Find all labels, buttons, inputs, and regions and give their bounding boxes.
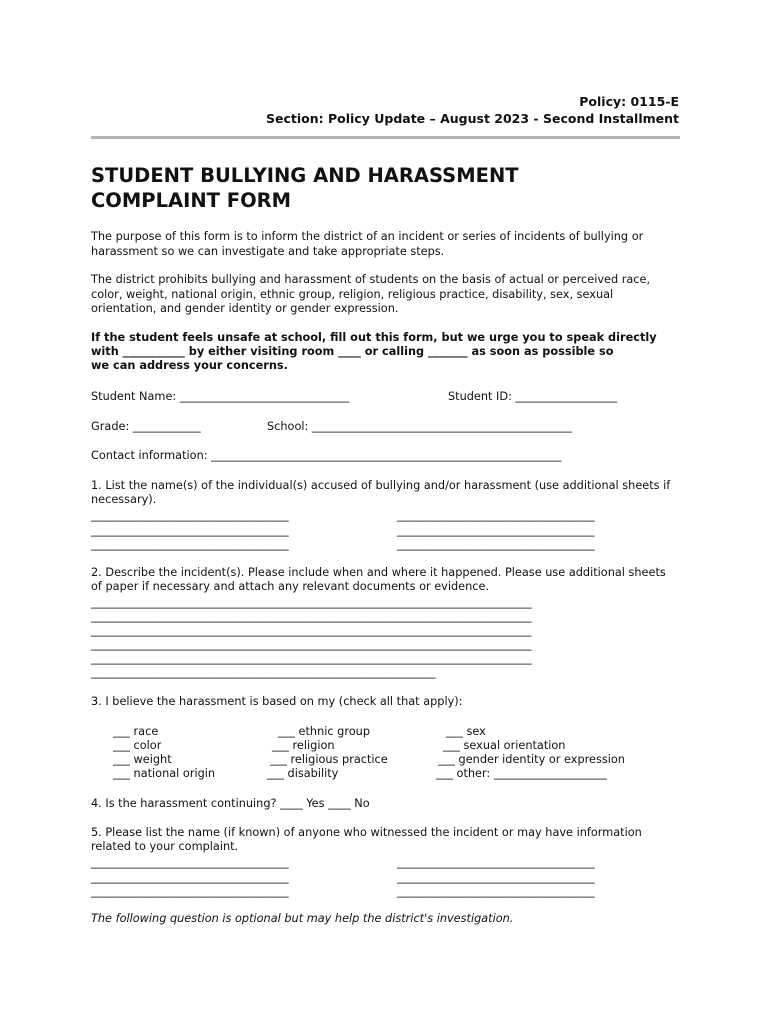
incident-description-blank[interactable]: ______________________________________________________________________________	[91, 624, 532, 637]
accused-name-blank[interactable]: ___________________________________	[397, 538, 595, 551]
question-2-line-2: of paper if necessary and attach any relevant documents or evidence.	[91, 580, 490, 593]
page-title	[91, 163, 651, 213]
question-2-line-1: 2. Describe the incident(s). Please include when and where it happened. Please use additional sheets	[91, 566, 666, 579]
witness-name-blank[interactable]: ___________________________________	[397, 885, 595, 898]
unsafe-notice-line-3: we can address your concerns.	[91, 359, 288, 372]
title-line-2: COMPLAINT FORM	[91, 189, 292, 212]
unsafe-notice-line-1: If the student feels unsafe at school, fill out this form, but we urge you to speak directly	[91, 331, 657, 344]
policy-section: Section: Policy Update – August 2023 - Second Installment	[266, 111, 679, 126]
school-field[interactable]: School: ______________________________________________	[267, 420, 572, 433]
question-1-line-2: necessary).	[91, 493, 157, 506]
document-header	[266, 93, 679, 127]
checkbox-ethnic-group[interactable]: ___ ethnic group	[278, 725, 370, 738]
accused-name-blank[interactable]: ___________________________________	[397, 524, 595, 537]
unsafe-notice-line-2: with ___________ by either visiting room ____ or calling _______ as soon as possible so	[91, 345, 614, 358]
checkbox-disability[interactable]: ___ disability	[267, 767, 339, 780]
incident-description-blank[interactable]: ______________________________________________________________________________	[91, 638, 532, 651]
witness-name-blank[interactable]: ___________________________________	[91, 871, 289, 884]
witness-name-blank[interactable]: ___________________________________	[397, 871, 595, 884]
question-5-line-2: related to your complaint.	[91, 840, 239, 853]
incident-description-blank[interactable]: ______________________________________________________________________________	[91, 596, 532, 609]
checkbox-national-origin[interactable]: ___ national origin	[113, 767, 216, 780]
student-name-field[interactable]: Student Name: ______________________________	[91, 390, 350, 403]
question-3-label: 3. I believe the harassment is based on my (check all that apply):	[91, 695, 463, 708]
accused-name-blank[interactable]: ___________________________________	[91, 524, 289, 537]
checkbox-religion[interactable]: ___ religion	[272, 739, 335, 752]
accused-name-blank[interactable]: ___________________________________	[397, 509, 595, 522]
purpose-paragraph: The purpose of this form is to inform the district of an incident or series of incidents of bullying or harassment so we can investigate and take appropriate steps.	[91, 230, 644, 258]
witness-name-blank[interactable]: ___________________________________	[91, 856, 289, 869]
accused-name-blank[interactable]: ___________________________________	[91, 538, 289, 551]
question-4-continuing[interactable]: 4. Is the harassment continuing? ____ Yes ____ No	[91, 797, 370, 810]
incident-description-blank[interactable]: ______________________________________________________________________________	[91, 610, 532, 623]
checkbox-gender-identity[interactable]: ___ gender identity or expression	[438, 753, 625, 766]
accused-name-blank[interactable]: ___________________________________	[91, 509, 289, 522]
witness-name-blank[interactable]: ___________________________________	[91, 885, 289, 898]
question-5-line-1: 5. Please list the name (if known) of anyone who witnessed the incident or may have information	[91, 826, 642, 839]
checkbox-weight[interactable]: ___ weight	[113, 753, 172, 766]
witness-name-blank[interactable]: ___________________________________	[397, 856, 595, 869]
checkbox-sexual-orientation[interactable]: ___ sexual orientation	[443, 739, 566, 752]
question-1-line-1: 1. List the name(s) of the individual(s) accused of bullying and/or harassment (use additional sheets if	[91, 479, 671, 492]
title-line-1: STUDENT BULLYING AND HARASSMENT	[91, 164, 519, 187]
student-id-field[interactable]: Student ID: __________________	[448, 390, 618, 403]
header-divider	[91, 136, 680, 139]
prohibition-paragraph: The district prohibits bullying and harassment of students on the basis of actual or perceived race, color, weight, national origin, ethnic group, religion, religious practice, disability, sex, sexual orientation, and gender identity or gender expression.	[91, 273, 651, 315]
grade-field[interactable]: Grade: ____________	[91, 420, 201, 433]
contact-information-field[interactable]: Contact information: ______________________________________________________________	[91, 449, 562, 462]
checkbox-sex[interactable]: ___ sex	[446, 725, 486, 738]
checkbox-religious-practice[interactable]: ___ religious practice	[270, 753, 388, 766]
policy-number: Policy: 0115-E	[579, 94, 679, 109]
checkbox-race[interactable]: ___ race	[113, 725, 159, 738]
incident-description-blank[interactable]: ______________________________________________________________________________	[91, 652, 532, 665]
checkbox-color[interactable]: ___ color	[113, 739, 162, 752]
checkbox-other[interactable]: ___ other: ____________________	[436, 767, 607, 780]
incident-description-blank[interactable]: _____________________________________________________________	[91, 666, 436, 679]
optional-question-note: The following question is optional but may help the district's investigation.	[91, 912, 514, 925]
